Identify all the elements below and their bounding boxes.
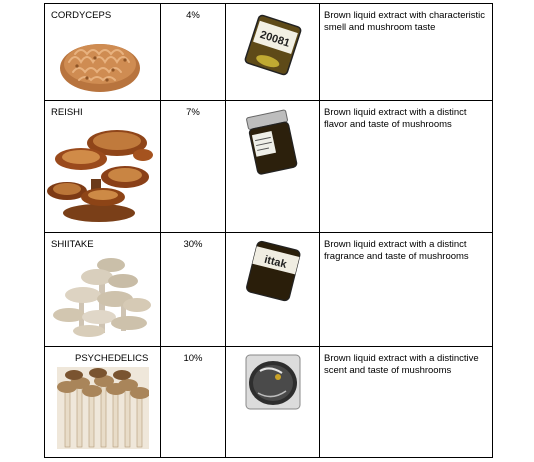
reishi-photo-icon: [47, 121, 155, 225]
description-cell: [320, 4, 493, 101]
description-text: Brown liquid extract with characteristic smell and mushroom taste: [324, 10, 486, 33]
percent-cell: [161, 233, 226, 347]
cordyceps-photo-icon: [55, 28, 145, 94]
table-row: [45, 4, 493, 101]
description-cell: [320, 101, 493, 233]
jar-label-text: ittak: [262, 253, 288, 271]
shiitake-photo-icon: [49, 253, 157, 341]
psychedelic-mushroom-photo-icon: [57, 367, 149, 449]
table-row: [45, 101, 493, 233]
percent-cell: [161, 4, 226, 101]
mushroom-name-cell: [45, 101, 161, 233]
description-cell: [320, 347, 493, 458]
mushroom-name-cell: [45, 4, 161, 101]
jar-label-text: 20081: [257, 28, 291, 50]
description-text: Brown liquid extract with a distinctive scent and taste of mushrooms: [324, 353, 479, 376]
extract-jar-photo-icon: [233, 10, 313, 80]
table-row: [45, 347, 493, 458]
percent-cell: [161, 101, 226, 233]
mushroom-name: PSYCHEDELICS: [75, 353, 149, 364]
percent-value: 4%: [186, 10, 200, 21]
percent-value: 10%: [183, 353, 203, 364]
mushroom-name: CORDYCEPS: [51, 10, 112, 21]
extract-image-cell: [226, 101, 320, 233]
percent-cell: [161, 347, 226, 458]
extract-jar-photo-icon: [235, 239, 311, 305]
description-cell: [320, 233, 493, 347]
extract-image-cell: [226, 347, 320, 458]
extract-image-cell: [226, 233, 320, 347]
description-text: Brown liquid extract with a distinct fragrance and taste of mushrooms: [324, 239, 469, 262]
description-text: Brown liquid extract with a distinct flavor and taste of mushrooms: [324, 107, 467, 130]
extract-glass-photo-icon: [240, 353, 306, 413]
mushroom-name: REISHI: [51, 107, 83, 118]
mushroom-name-cell: [45, 233, 161, 347]
extract-jar-photo-icon: [238, 107, 308, 179]
mushroom-name: SHIITAKE: [51, 239, 94, 250]
mushroom-name-cell: [45, 347, 161, 458]
percent-value: 30%: [183, 239, 203, 250]
percent-value: 7%: [186, 107, 200, 118]
extract-image-cell: [226, 4, 320, 101]
table-row: [45, 233, 493, 347]
mushroom-extract-table: [44, 3, 493, 458]
